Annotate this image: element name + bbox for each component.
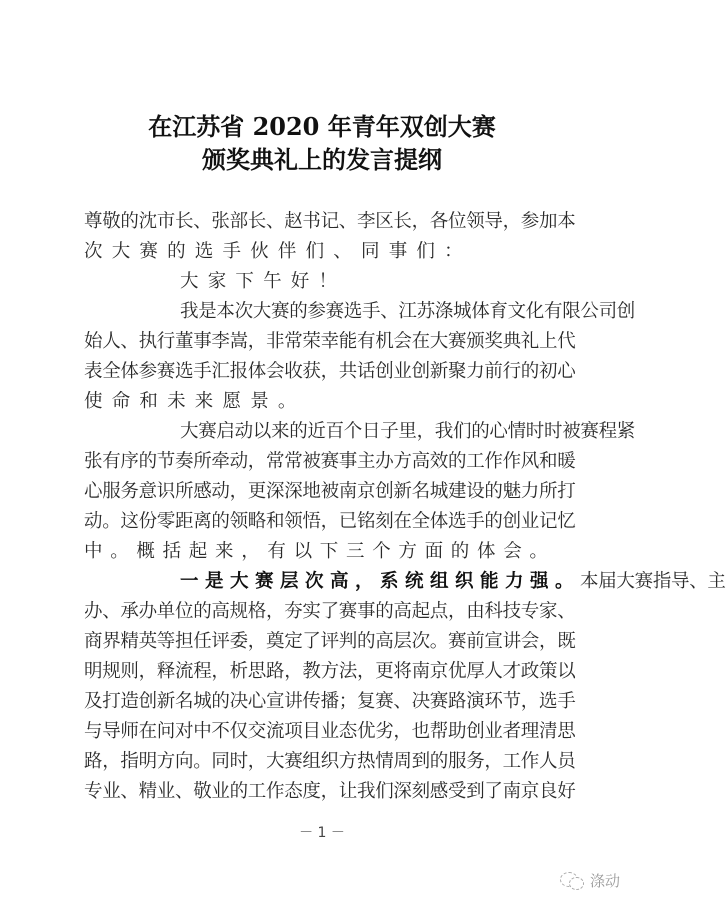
body-line: 大赛启动以来的近百个日子里，我们的心情时时被赛程紧 — [180, 421, 636, 442]
document-title-line2: 颁奖典礼上的发言提纲 — [202, 145, 442, 174]
body-line: 始人、执行董事李嵩，非常荣幸能有机会在大赛颁奖典礼上代 — [84, 331, 576, 352]
body-line: 与导师在问对中不仅交流项目业态优劣，也帮助创业者理清思 — [84, 721, 576, 742]
body-line: 尊敬的沈市长、张部长、赵书记、李区长，各位领导，参加本 — [84, 211, 576, 232]
body-line: 动。这份零距离的领略和领悟，已铭刻在全体选手的创业记忆 — [84, 511, 576, 532]
watermark-text: 涤动 — [590, 872, 621, 890]
section-heading-line — [84, 567, 726, 597]
body-line: 商界精英等担任评委，奠定了评判的高层次。赛前宣讲会，既 — [84, 631, 576, 652]
document-body — [84, 207, 726, 807]
body-line: 表全体参赛选手汇报体会收获，共话创业创新聚力前行的初心 — [84, 361, 576, 382]
document-title-line1: 在江苏省 2020 年青年双创大赛 — [148, 112, 496, 141]
body-line: 我是本次大赛的参赛选手、江苏涤城体育文化有限公司创 — [180, 301, 636, 322]
body-line: 明规则，释流程，析思路，教方法，更将南京优厚人才政策以 — [84, 661, 576, 682]
greeting-line: 大家下午好！ — [180, 271, 347, 292]
body-line: 心服务意识所感动，更深深地被南京创新名城建设的魅力所打 — [84, 481, 576, 502]
body-line: 次大赛的选手伙伴们、同事们： — [84, 241, 472, 262]
page-number: － 1 － — [299, 825, 345, 841]
body-line: 张有序的节奏所牵动，常常被赛事主办方高效的工作作风和暖 — [84, 451, 576, 472]
body-line: 及打造创新名城的决心宣讲传播；复赛、决赛路演环节，选手 — [84, 691, 576, 712]
body-text-fragment: 本届大赛指导、主 — [580, 571, 726, 592]
body-line: 办、承办单位的高规格，夯实了赛事的高起点，由科技专家、 — [84, 601, 576, 622]
body-line: 使命和未来愿景。 — [84, 391, 306, 412]
section-heading: 一是大赛层次高，系统组织能力强。 — [180, 571, 581, 592]
body-line: 专业、精业、敬业的工作态度，让我们深刻感受到了南京良好 — [84, 781, 576, 802]
body-line: 中。概括起来，有以下三个方面的体会。 — [84, 541, 556, 562]
wechat-icon — [560, 872, 586, 890]
watermark — [560, 870, 620, 891]
body-line: 路，指明方向。同时，大赛组织方热情周到的服务，工作人员 — [84, 751, 576, 772]
